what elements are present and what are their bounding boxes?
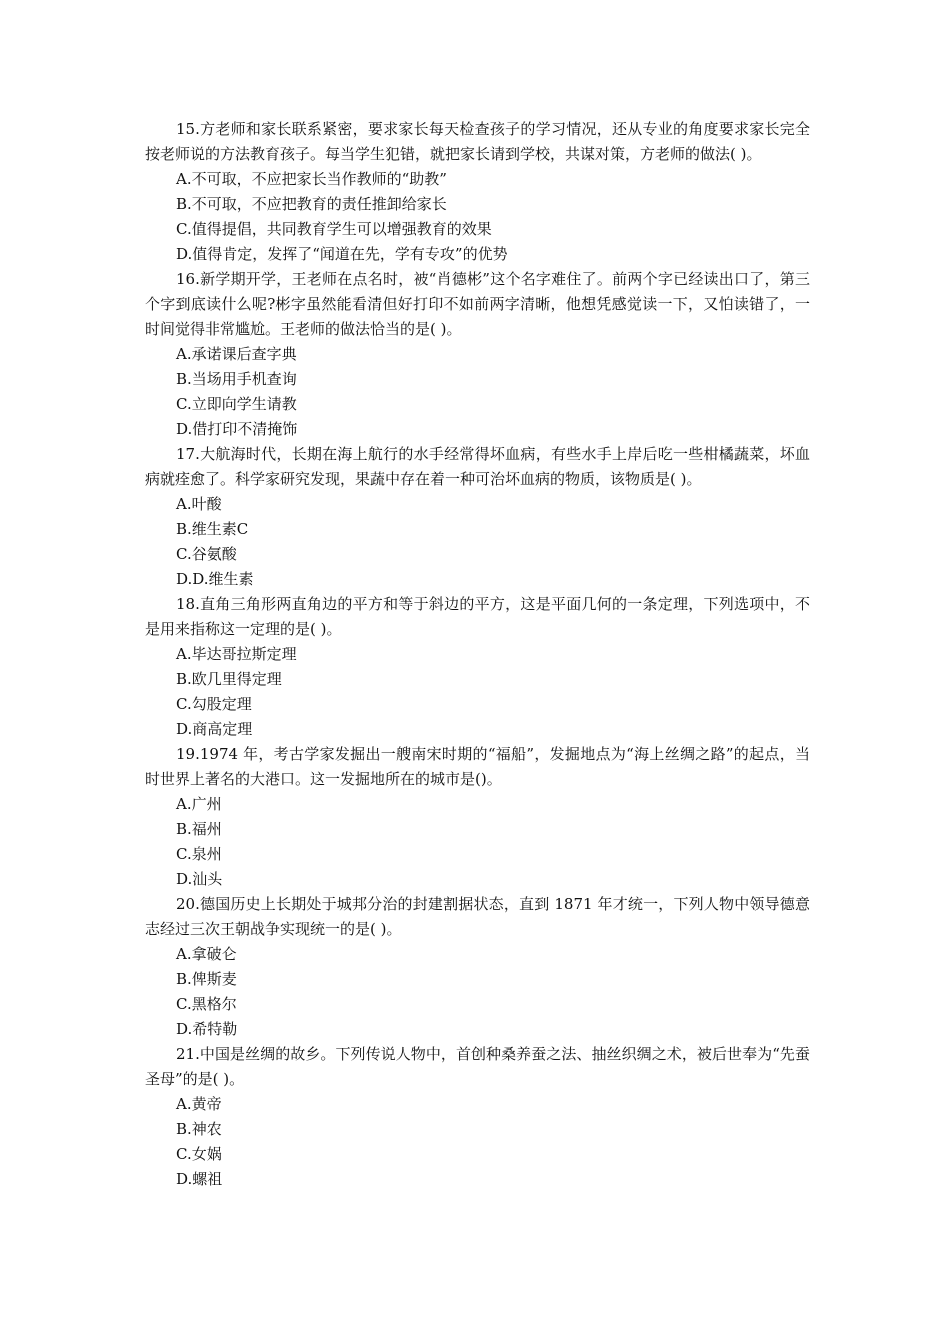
question-21: [145, 1042, 810, 1192]
option-a: A.黄帝: [176, 1095, 222, 1113]
option-c: C.值得提倡，共同教育学生可以增强教育的效果: [176, 220, 492, 238]
option-c: C.立即向学生请教: [176, 395, 297, 413]
option-b: B.俾斯麦: [176, 970, 237, 988]
option-c: C.泉州: [176, 845, 222, 863]
option-b: B.神农: [176, 1120, 222, 1138]
option-a: A.广州: [176, 795, 222, 813]
question-18: [145, 592, 810, 742]
question-17: [145, 442, 810, 592]
option-d: D.借打印不清掩饰: [176, 420, 298, 438]
question-16: [145, 267, 810, 442]
option-d: D.值得肯定，发挥了“闻道在先，学有专攻”的优势: [176, 245, 508, 263]
option-a: A.拿破仑: [176, 945, 237, 963]
option-a: A.承诺课后查字典: [176, 345, 297, 363]
option-b: B.不可取，不应把教育的责任推卸给家长: [176, 195, 447, 213]
option-d: D.汕头: [176, 870, 223, 888]
option-d: D.螺祖: [176, 1170, 223, 1188]
question-15: [145, 117, 810, 267]
question-stem: 20.德国历史上长期处于城邦分治的封建割据状态，直到 1871 年才统一，下列人物中领导德意志经过三次王朝战争实现统一的是( )。: [145, 895, 810, 938]
option-a: A.不可取，不应把家长当作教师的“助教”: [176, 170, 447, 188]
option-b: B.维生素C: [176, 520, 249, 538]
option-d: D.商高定理: [176, 720, 253, 738]
option-c: C.勾股定理: [176, 695, 252, 713]
question-stem: 16.新学期开学，王老师在点名时，被“肖德彬”这个名字难住了。前两个字已经读出口了，第三个字到底读什么呢?彬字虽然能看清但好打印不如前两字清晰，他想凭感觉读一下，又怕读错了，一时间觉得非常尴尬。王老师的做法恰当的是( )。: [145, 270, 810, 338]
option-b: B.欧几里得定理: [176, 670, 282, 688]
option-a: A.毕达哥拉斯定理: [176, 645, 297, 663]
option-b: B.福州: [176, 820, 222, 838]
question-stem: 15.方老师和家长联系紧密，要求家长每天检查孩子的学习情况，还从专业的角度要求家长完全按老师说的方法教育孩子。每当学生犯错，就把家长请到学校，共谋对策，方老师的做法( )。: [145, 120, 810, 163]
option-a: A.叶酸: [176, 495, 222, 513]
option-d: D.D.维生素: [176, 570, 254, 588]
question-stem: 19.1974 年，考古学家发掘出一艘南宋时期的“福船”，发掘地点为“海上丝绸之路”的起点，当时世界上著名的大港口。这一发掘地所在的城市是()。: [145, 745, 810, 788]
option-c: C.女娲: [176, 1145, 222, 1163]
question-list: [145, 117, 810, 1192]
question-19: [145, 742, 810, 892]
question-stem: 17.大航海时代，长期在海上航行的水手经常得坏血病，有些水手上岸后吃一些柑橘蔬菜，坏血病就痊愈了。科学家研究发现，果蔬中存在着一种可治坏血病的物质，该物质是( )。: [145, 445, 810, 488]
question-stem: 18.直角三角形两直角边的平方和等于斜边的平方，这是平面几何的一条定理，下列选项中，不是用来指称这一定理的是( )。: [145, 595, 810, 638]
question-20: [145, 892, 810, 1042]
question-stem: 21.中国是丝绸的故乡。下列传说人物中，首创种桑养蚕之法、抽丝织绸之术，被后世奉为“先蚕圣母”的是( )。: [145, 1045, 810, 1088]
option-b: B.当场用手机查询: [176, 370, 297, 388]
option-c: C.谷氨酸: [176, 545, 237, 563]
option-c: C.黑格尔: [176, 995, 237, 1013]
option-d: D.希特勒: [176, 1020, 238, 1038]
